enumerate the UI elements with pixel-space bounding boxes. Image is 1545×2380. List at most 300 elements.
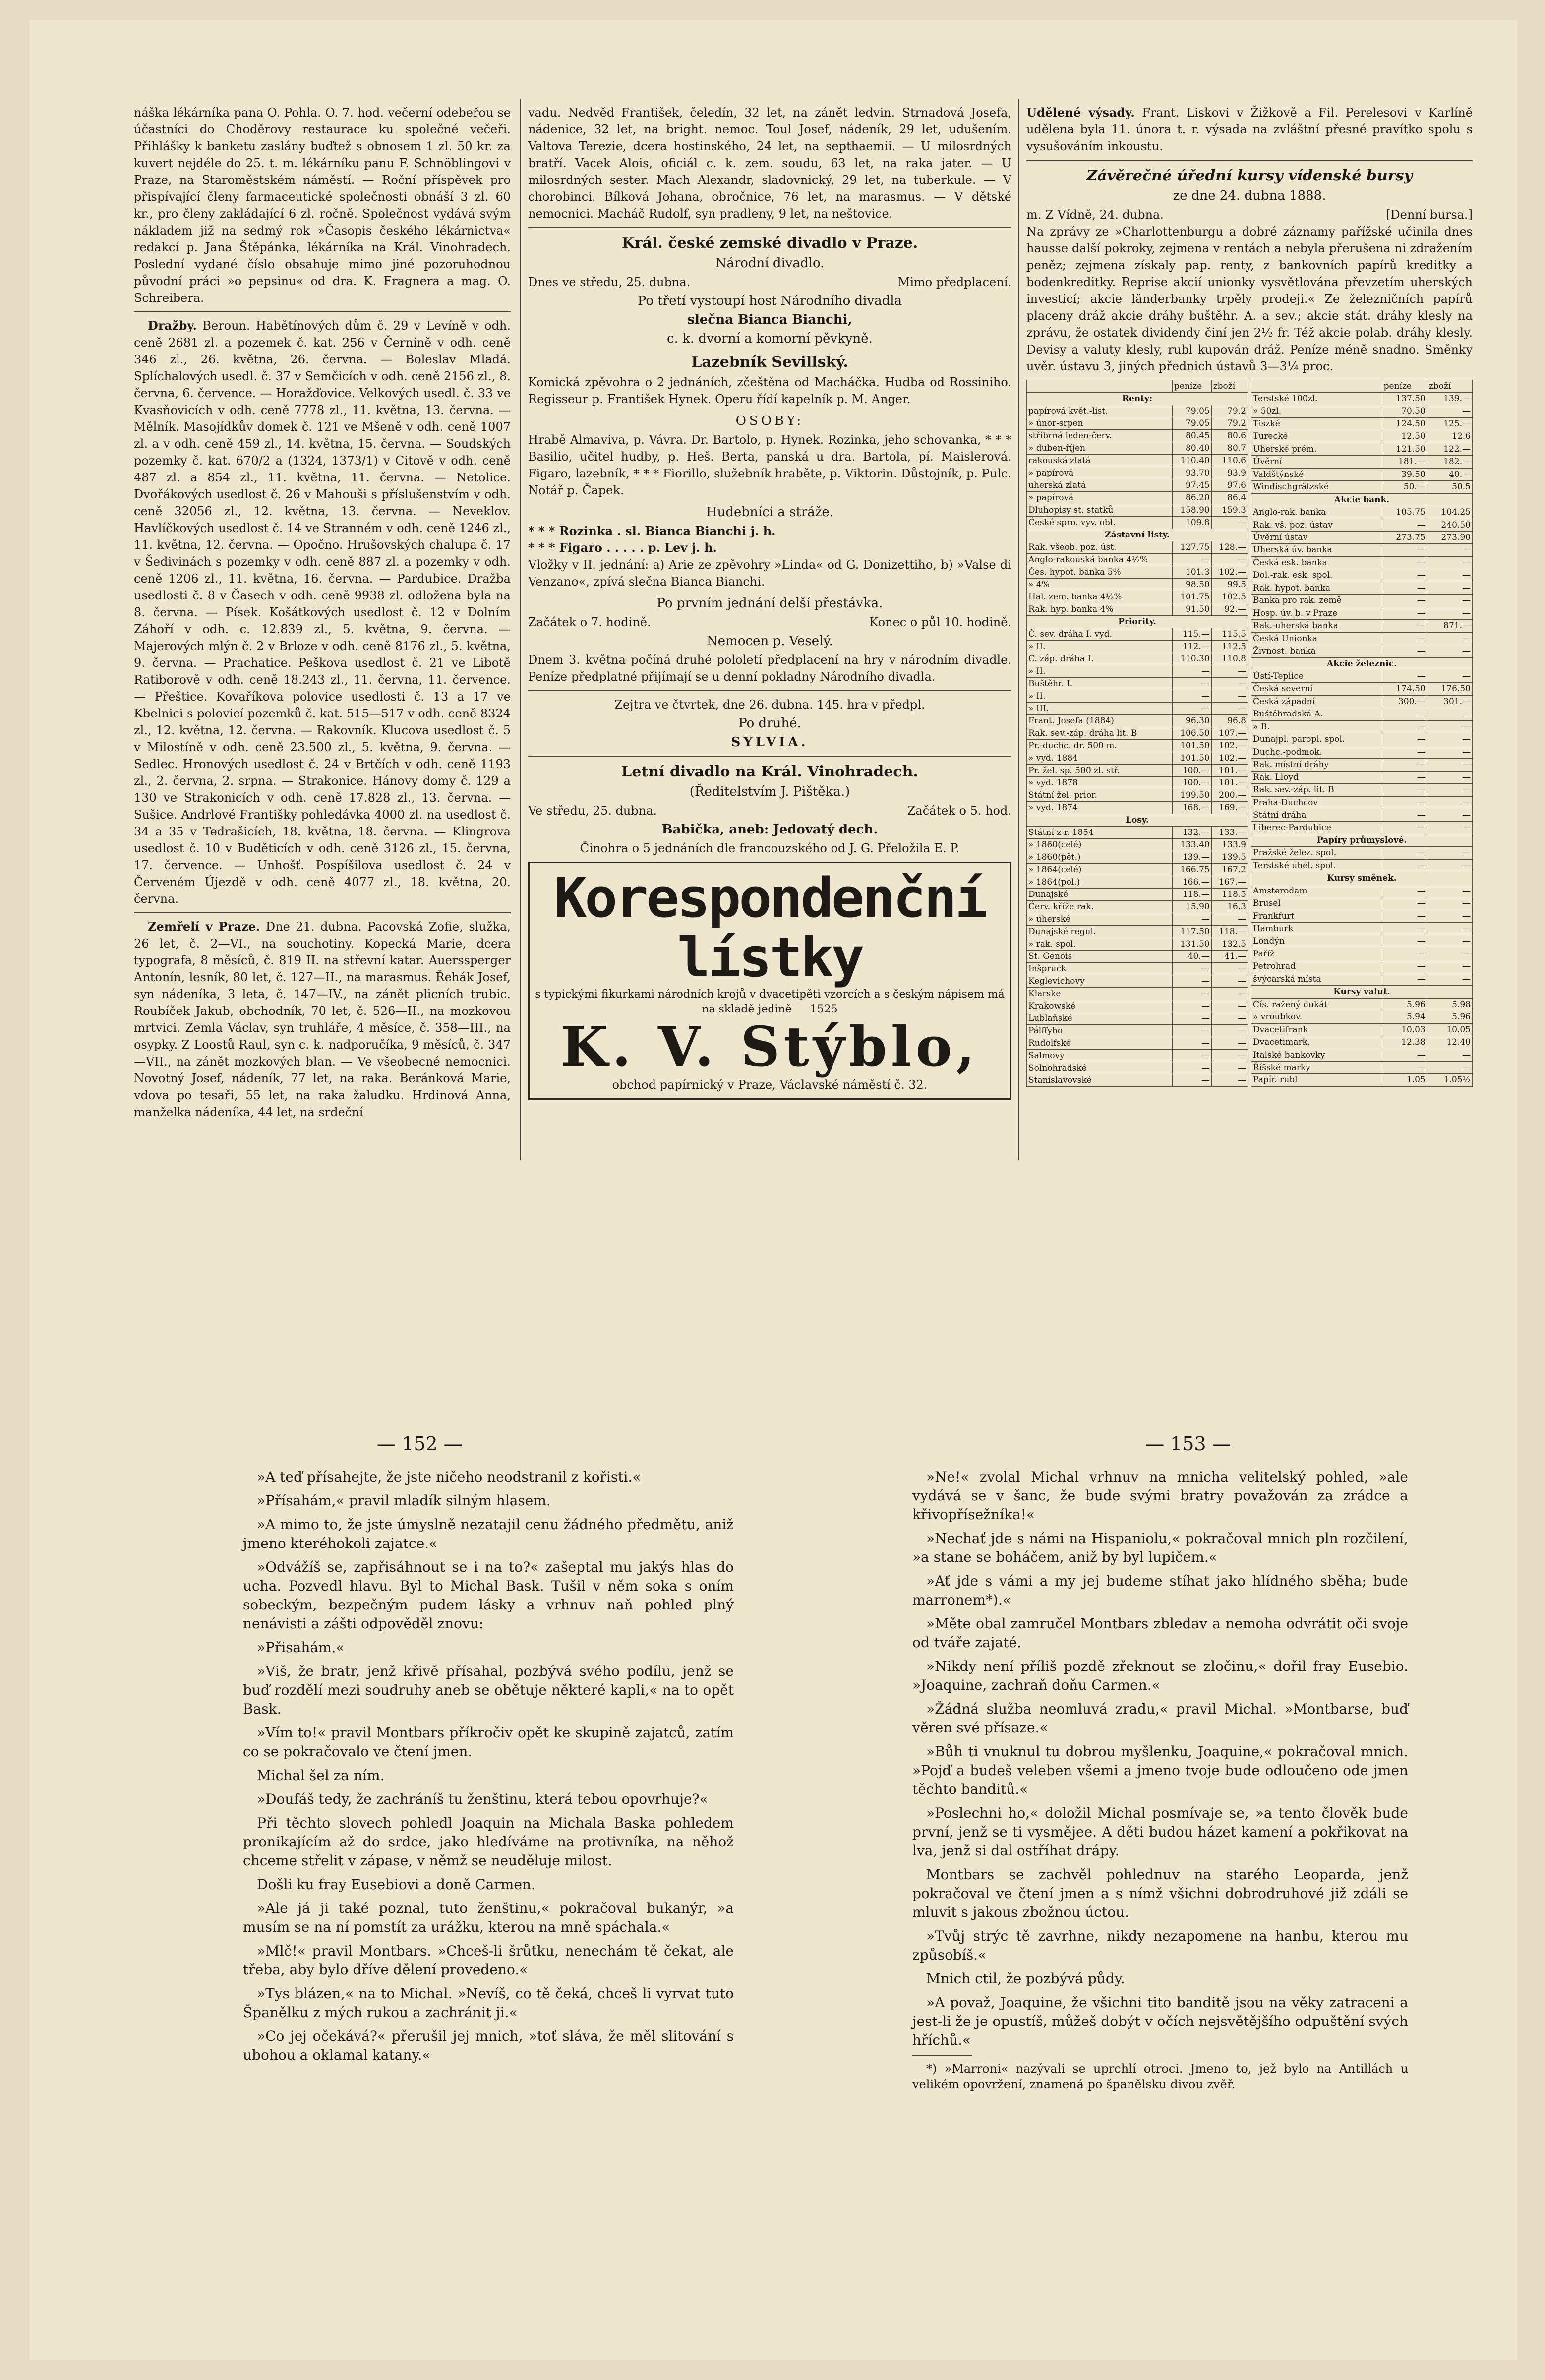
table-row [1027, 1025, 1248, 1037]
row-money: — [1382, 620, 1427, 632]
row-label: Rak. hyp. banka 4% [1027, 603, 1173, 616]
row-money: — [1172, 690, 1211, 703]
row-money: 168.— [1172, 802, 1211, 814]
row-goods: 92.— [1211, 603, 1248, 616]
row-money: 115.— [1172, 628, 1211, 641]
row-label: rakouská zlatá [1027, 455, 1173, 467]
row-goods: — [1211, 913, 1248, 926]
row-label: švýcarská místa [1251, 973, 1382, 985]
table-row [1251, 582, 1473, 594]
row-goods: — [1427, 960, 1472, 973]
row-goods: — [1211, 554, 1248, 566]
row-goods: — [1427, 645, 1472, 657]
row-money: — [1172, 1025, 1211, 1037]
page-number-left: — 152 — [377, 1433, 463, 1455]
table-row [1251, 468, 1473, 480]
row-goods: 167.2 [1211, 864, 1248, 876]
table-row [1027, 901, 1248, 913]
row-goods: — [1211, 1050, 1248, 1062]
row-label: » uherské [1027, 913, 1173, 926]
row-goods: 139.— [1427, 393, 1472, 405]
row-goods: — [1427, 405, 1472, 417]
row-goods: 128.— [1211, 541, 1248, 554]
row-money: 158.90 [1172, 504, 1211, 517]
summer-theatre-subtitle: (Ředitelstvím J. Pištěka.) [689, 784, 850, 799]
subscription-notice: Dnem 3. května počíná druhé pololetí předplacení na hry v národním divadle. Peníze předplatné přijímají se u denní pokladny Národního divadla. [528, 653, 1011, 684]
row-label: Duchc.-podmok. [1251, 746, 1382, 758]
play-desc: Činohra o 5 jednáních dle francouzského od J. G. Přeložila E. P. [580, 841, 960, 855]
table-row [1027, 951, 1248, 963]
story-paragraph: »Přisahám.« [257, 1639, 345, 1656]
row-label: Tiszké [1251, 417, 1382, 430]
row-label: » rak. spol. [1027, 938, 1173, 951]
row-label: Buštěhradská A. [1251, 708, 1382, 720]
cast-figaro: * * * Figaro . . . . . p. Lev j. h. [528, 540, 717, 555]
row-goods: — [1427, 885, 1472, 897]
theatre-title: Král. české zemské divadlo v Praze. [621, 235, 918, 252]
table-header-row [1251, 380, 1473, 393]
row-goods: 169.— [1211, 802, 1248, 814]
row-label: » B. [1251, 720, 1382, 733]
row-money: 137.50 [1382, 393, 1427, 405]
table-row [1251, 759, 1473, 771]
row-goods: — [1427, 632, 1472, 645]
table-row [1251, 822, 1473, 834]
table-row [1251, 519, 1473, 531]
table-row [1027, 963, 1248, 975]
row-money: — [1382, 897, 1427, 910]
row-goods: — [1427, 595, 1472, 607]
row-label: Frankfurt [1251, 910, 1382, 922]
patents-paragraph [1026, 104, 1473, 155]
row-money: 12.50 [1382, 430, 1427, 443]
table-body [1251, 393, 1473, 1087]
row-money: — [1172, 1012, 1211, 1025]
row-money: 133.40 [1172, 839, 1211, 851]
table-row [1251, 746, 1473, 758]
table-row [1027, 839, 1248, 851]
table-row [1027, 752, 1248, 765]
row-money: 79.05 [1172, 405, 1211, 417]
row-money: — [1382, 1062, 1427, 1074]
table-row [1027, 765, 1248, 777]
row-label: » 50zl. [1251, 405, 1382, 417]
table-row [1251, 620, 1473, 632]
row-goods: 1.05½ [1427, 1074, 1472, 1087]
row-money: 106.50 [1172, 727, 1211, 740]
story-paragraph: »Odvážíš se, zapřisáhnout se i na to?« zašeptal mu jakýs hlas do ucha. Pozvedl hlavu. Byl to Michal Bask. Tušil v něm soka s oním sobeckým, bezpečným pudem lásky a vrhnuv naň pohled plný nenávisti a zášti odpověděl znovu: [243, 1559, 734, 1632]
row-money: — [1382, 544, 1427, 556]
divider [1026, 160, 1473, 161]
row-money: — [1382, 923, 1427, 935]
row-money: 121.50 [1382, 443, 1427, 455]
table-row [1027, 864, 1248, 876]
row-label: Rak. vš. poz. ústav [1251, 519, 1382, 531]
table-row [1027, 504, 1248, 517]
row-money: — [1382, 960, 1427, 973]
theatre-guest: Po třetí vystoupí host Národního divadla [637, 294, 902, 308]
left-column [134, 104, 511, 1126]
row-label: Česká esk. banka [1251, 556, 1382, 569]
table-row [1251, 847, 1473, 859]
summer-theatre-title: Letní divadlo na Král. Vinohradech. [621, 763, 918, 780]
exchange-tables [1026, 380, 1473, 1087]
row-goods: — [1427, 759, 1472, 771]
row-label: Hal. zem. banka 4½% [1027, 591, 1173, 603]
row-label: Kursy směnek. [1251, 872, 1473, 885]
row-goods: — [1427, 809, 1472, 821]
row-goods: — [1427, 822, 1472, 834]
row-label: Rak.-uherská banka [1251, 620, 1382, 632]
table-row [1027, 616, 1248, 628]
table-row [1251, 1023, 1473, 1036]
table-row [1251, 531, 1473, 543]
story-paragraph: »Co jej očekává?« přerušil jej mnich, »toť sláva, že měl slitování s ubohou a oklamal katany.« [243, 2028, 734, 2063]
row-goods: 159.3 [1211, 504, 1248, 517]
row-goods: 12.6 [1427, 430, 1472, 443]
table-row [1027, 851, 1248, 864]
row-goods: 167.— [1211, 876, 1248, 889]
row-money: — [1382, 784, 1427, 796]
ad-headline: Korespondenční lístky [553, 866, 986, 989]
table-row [1251, 683, 1473, 695]
row-money: — [1172, 1000, 1211, 1012]
table-row [1027, 1074, 1248, 1087]
table-row [1027, 975, 1248, 988]
row-label: » 1860(celé) [1027, 839, 1173, 851]
row-money: 5.94 [1382, 1011, 1427, 1023]
row-label: Stanislavovské [1027, 1074, 1173, 1087]
row-money: — [1382, 859, 1427, 872]
row-label: stříbrná leden-červ. [1027, 430, 1173, 442]
table-row [1251, 393, 1473, 405]
row-goods: — [1211, 963, 1248, 975]
row-goods: 115.5 [1211, 628, 1248, 641]
row-label: Ústí-Teplice [1251, 670, 1382, 682]
row-money: 100.— [1172, 765, 1211, 777]
row-label: Rak. hypot. banka [1251, 582, 1382, 594]
row-money: 131.50 [1172, 938, 1211, 951]
row-money: 50.— [1382, 481, 1427, 493]
row-label: Červ. kříže rak. [1027, 901, 1173, 913]
table-header-money: peníze [1172, 380, 1211, 393]
row-label: Rak. Lloyd [1251, 771, 1382, 783]
row-goods: — [1211, 690, 1248, 703]
row-label: Salmovy [1027, 1050, 1173, 1062]
opera-description: Komická zpěvohra o 2 jednáních, zčeštěna od Macháčka. Hudba od Rossiniho. Regisseur p. František Hynek. Operu řídí kapelník p. M. Anger. [528, 375, 1011, 406]
cast-rozinka: * * * Rozinka . sl. Bianca Bianchi j. h. [528, 524, 776, 538]
row-money: 199.50 [1172, 789, 1211, 802]
story-left-column [243, 1468, 734, 2070]
row-label: Uherská úv. banka [1251, 544, 1382, 556]
table-row [1251, 935, 1473, 948]
story-paragraph: »Měte obal zamručel Montbars zbledav a nemoha odvrátit oči svoje od tváře zajaté. [912, 1615, 1408, 1651]
row-goods: — [1211, 975, 1248, 988]
table-row [1027, 938, 1248, 951]
page-number-right: — 153 — [1145, 1433, 1231, 1455]
table-row [1027, 492, 1248, 504]
row-goods: 273.90 [1427, 531, 1472, 543]
row-goods: 110.8 [1211, 653, 1248, 665]
row-money: — [1172, 1062, 1211, 1074]
theatre-subscription: Mimo předplacení. [897, 275, 1011, 289]
row-money: 100.— [1172, 777, 1211, 789]
row-goods: 200.— [1211, 789, 1248, 802]
row-label: Lublaňské [1027, 1012, 1173, 1025]
row-label: Č. záp. dráha I. [1027, 653, 1173, 665]
row-money: — [1382, 670, 1427, 682]
table-row [1027, 876, 1248, 889]
row-label: » II. [1027, 690, 1173, 703]
story-paragraph: »A teď přísahejte, že jste ničeho neodstranil z kořisti.« [257, 1469, 641, 1485]
table-row [1251, 657, 1473, 670]
theatre-date-row [528, 274, 1011, 291]
row-money: — [1382, 720, 1427, 733]
row-label: » II. [1027, 641, 1173, 653]
opera-title: Lazebník Sevillský. [691, 354, 848, 371]
row-label: Č. sev. dráha I. vyd. [1027, 628, 1173, 641]
theatre-subtitle: Národní divadlo. [715, 256, 825, 271]
row-label: Pr.-duchc. dr. 500 m. [1027, 740, 1173, 752]
row-goods: 97.6 [1211, 479, 1248, 492]
intermission: Po prvním jednání delší přestávka. [656, 596, 883, 611]
row-goods: — [1427, 1049, 1472, 1061]
table-row [1251, 556, 1473, 569]
table-row [1027, 1012, 1248, 1025]
row-money: — [1382, 556, 1427, 569]
row-money: 98.50 [1172, 579, 1211, 591]
row-label: Priority. [1027, 616, 1248, 628]
row-label: Rak. všeob. poz. úst. [1027, 541, 1173, 554]
table-body [1027, 393, 1248, 1087]
row-money: 117.50 [1172, 926, 1211, 938]
time-row [528, 614, 1011, 631]
table-row [1027, 653, 1248, 665]
table-row [1251, 872, 1473, 885]
table-row [1251, 960, 1473, 973]
story-paragraph: Mnich ctil, že pozbývá půdy. [926, 1970, 1125, 1987]
story-paragraph: »A mimo to, že jste úmyslně nezatajil cenu žádného předmětu, aniž jmeno kteréhokoli zajatce.« [243, 1516, 734, 1551]
row-goods: 102.5 [1211, 591, 1248, 603]
deaths-text: Dne 21. dubna. Pacovská Zofie, služka, 26 let, č. 2—VI., na souchotiny. Kopecká Marie, dcera typografa, 8 měsíců, č. 819 II. na střevní katar. Auerssperger Antonín, lesník, 80 let, č. 127—II., na marasmus. Řehák Josef, syn nádeníka, 3 leta, č. 147—IV., na zánět plicních trubic. Roubíček Jakub, obchodník, 70 let, č. 526—II., na mozkovou mrtvici. Zemla Václav, syn truhláře, 4 měsíce, č. 358—III., na osypky. Z Loostů Raul, syn c. k. nadporučíka, 9 měsíců, č. 347—VII., na zánět mozkových blan. — Ve všeobecné nemocnici. Novotný Josef, nádeník, 77 let, na raka. Beránková Marie, vdova po tesaři, 55 let, na raka žaludku. Hrdinová Anna, manželka nádeníka, 44 let, na srdeční [134, 920, 511, 1119]
row-goods: — [1427, 733, 1472, 746]
table-row [1251, 720, 1473, 733]
row-goods: 132.5 [1211, 938, 1248, 951]
row-money: 118.— [1172, 889, 1211, 901]
row-goods: 99.5 [1211, 579, 1248, 591]
row-goods: — [1427, 784, 1472, 796]
row-money: — [1382, 796, 1427, 809]
ad-text [535, 987, 1005, 1017]
row-label: Státní z r. 1854 [1027, 827, 1173, 839]
row-goods: — [1211, 1062, 1248, 1074]
row-money: — [1172, 975, 1211, 988]
auctions-title: Dražby. [148, 318, 197, 333]
exchange-dateline: m. Z Vídně, 24. dubna. [1026, 208, 1164, 222]
table-row [1251, 695, 1473, 708]
deaths-paragraph [134, 918, 511, 1121]
table-row [1027, 529, 1248, 541]
table-header-row [1027, 380, 1248, 393]
row-goods: 139.5 [1211, 851, 1248, 864]
row-label: Česká západní [1251, 695, 1382, 708]
story-paragraph: »Viš, že bratr, jenž křivě přísahal, pozbývá svého podílu, jenž se buď rozdělí mezi soudruhy aneb se obětuje některé kapli,« na to opět Bask. [243, 1663, 734, 1717]
row-label: Dvacetimark. [1251, 1036, 1382, 1049]
row-money: — [1382, 645, 1427, 657]
row-money: — [1382, 733, 1427, 746]
footnote-rule [912, 2055, 972, 2056]
row-money: — [1382, 935, 1427, 948]
table-row [1251, 569, 1473, 582]
table-row [1251, 1036, 1473, 1049]
table-row [1027, 628, 1248, 641]
row-money: — [1382, 746, 1427, 758]
row-label: Banka pro rak. země [1251, 595, 1382, 607]
row-goods: — [1427, 796, 1472, 809]
table-header-label [1251, 380, 1382, 393]
table-header-goods: zboží [1427, 380, 1472, 393]
row-goods: 96.8 [1211, 715, 1248, 727]
row-goods: 240.50 [1427, 519, 1472, 531]
story-paragraph: »Poslechni ho,« doložil Michal posmívaje se, »a tento člověk bude první, jenž se ti vysmějee. A děti budou házet kamení a pokřikovat na lva, jenž si dal ostříhat drápy. [912, 1805, 1408, 1859]
row-goods: 118.5 [1211, 889, 1248, 901]
row-money: — [1382, 771, 1427, 783]
row-money: 127.75 [1172, 541, 1211, 554]
row-label: Amsterodam [1251, 885, 1382, 897]
row-goods: — [1211, 1037, 1248, 1050]
row-goods: 301.— [1427, 695, 1472, 708]
row-goods: — [1427, 923, 1472, 935]
story-right-column [912, 1468, 1408, 2097]
table-row [1251, 1011, 1473, 1023]
row-label: Říšské marky [1251, 1062, 1382, 1074]
row-money: — [1382, 519, 1427, 531]
table-row [1027, 727, 1248, 740]
row-money: 70.50 [1382, 405, 1427, 417]
exchange-table-right [1251, 380, 1473, 1087]
table-row [1251, 973, 1473, 985]
row-goods: — [1427, 569, 1472, 582]
summer-theatre-date: Ve středu, 25. dubna. [528, 804, 657, 818]
story-paragraph: »Nikdy není příliš pozdě zřeknout se zločinu,« dořil fray Eusebio. »Joaquine, zachraň doňu Carmen.« [912, 1658, 1408, 1693]
play-title: Babička, aneb: Jedovatý dech. [661, 822, 878, 837]
auctions-text: Beroun. Habětínových dům č. 29 v Levíně v odh. ceně 2681 zl. a pozemek č. kat. 256 v Černíně v odh. ceně 346 zl., 26. května, 26. června. — Boleslav Mladá. Splíchalových usedl. č. 37 v Semčicích v odh. ceně 2156 zl., 8. června, 6. července. — Horažďovice. Velkových usedl. č. 33 ve Kvasňovicích v odh. ceně 7778 zl., 11. května, 13. června. — Mělník. Masojídkův domek č. 121 ve Mšeně v odh. ceně 1007 zl. a v odh. ceně 459 zl., 14. května, 15. června. — Soudských pozemky č. kat. 670/2 a (1324, 1373/1) v Citově v odh. ceně 487 zl. a 854 zl., 11. května, 11. června. — Netolice. Dvořákových usedlost č. 26 v Mahouši s příslušenstvím v odh. ceně 32056 zl., 12. května, 13. června. — Neveklov. Havlíčkových usedlost č. 14 ve Stranném v odh. ceně 1246 zl., 11. května, 12. června. — Opočno. Hrušovských chalupa č. 17 v Šedivinách s pozemky v odh. ceně 887 zl. a pozemky v odh. ceně 1206 zl., 11. května, 16. června. — Pardubice. Dražba usedlosti č. 8 v Časech v odh. ceně 9938 zl. odložena byla na 8. června. — Písek. Košátkových usedlost č. 12 v Dolním Záhoří v odh. c. 12.839 zl., 5. května, 9. června. — Majerových mlýn č. 2 v Brloze v odh. ceně 8176 zl., 5. května, 9. června. — Prachatice. Peškova usedlost č. 21 ve Libotě Ratiborově v odh. ceně 18.243 zl., 11. června, 11. července. — Přeštice. Kovaříkova polovice usedlosti č. 13 a 17 ve Kbelnici s polovicí pozemků č. kat. 515—517 v odh. ceně 8324 zl., 12. května, 12. června. — Rakovník. Klucova usedlost č. 5 v Milostíně v odh. ceně 23.500 zl., 5. května, 9. června. — Sedlec. Hronových usedlost č. 24 v Brtčích v odh. ceně 1193 zl., 2. června, 2. srpna. — Strakonice. Hánovy domy č. 129 a 130 ve Strakonicích v odh. ceně 17.828 zl., 13. června. — Sušice. Andrlové Františky pohledávka 4000 zl. na usedlost č. 34 a 35 v Tedrašicích, 18. května, 18. června. — Klingrova usedlost č. 10 v Buděticích v odh. ceně 3126 zl., 15. června, 17. července. — Unhošť. Pospíšilova usedlost č. 24 v Červeném Újezdě v odh. ceně 4077 zl., 18. května, 20. června. [134, 319, 511, 906]
row-goods: — [1427, 708, 1472, 720]
table-row [1251, 897, 1473, 910]
row-label: Praha-Duchcov [1251, 796, 1382, 809]
row-label: Rak. místní dráhy [1251, 759, 1382, 771]
row-label: Pálffyho [1027, 1025, 1173, 1037]
deaths-title: Zemřelí v Praze. [148, 919, 260, 934]
table-row [1027, 579, 1248, 591]
row-money: — [1382, 759, 1427, 771]
row-goods: 133.— [1211, 827, 1248, 839]
row-label: Cís. ražený dukát [1251, 998, 1382, 1011]
table-row [1027, 715, 1248, 727]
exchange-header-row [1026, 206, 1473, 223]
row-label: Rudolfské [1027, 1037, 1173, 1050]
story-paragraph: »Nechať jde s námi na Hispaniolu,« pokračoval mnich pln rozčilení, »a stane se boháčem, aniž by byl lupičem.« [912, 1530, 1408, 1565]
row-label: uherská zlatá [1027, 479, 1173, 492]
row-money: — [1172, 1074, 1211, 1087]
table-row [1251, 670, 1473, 682]
patents-text: Frant. Liskovi v Žižkově a Fil. Perelesovi v Karlíně udělena byla 11. února t. r. výsada na zvláštní přesné pravítko spolu s vysušováním inkoustu. [1026, 106, 1473, 153]
row-money: 93.70 [1172, 467, 1211, 479]
row-goods: — [1427, 1062, 1472, 1074]
row-money: — [1382, 948, 1427, 960]
row-money: — [1382, 582, 1427, 594]
table-row [1027, 566, 1248, 579]
row-goods: — [1427, 746, 1472, 758]
row-label: Pražské želez. spol. [1251, 847, 1382, 859]
table-row [1027, 541, 1248, 554]
row-goods: — [1427, 897, 1472, 910]
row-label: Petrohrad [1251, 960, 1382, 973]
divider [134, 912, 511, 913]
row-label: Úvěrní ústav [1251, 531, 1382, 543]
row-money: — [1382, 1049, 1427, 1061]
row-goods: 5.96 [1427, 1011, 1472, 1023]
row-goods: 122.— [1427, 443, 1472, 455]
row-money: 112.— [1172, 641, 1211, 653]
table-header-goods: zboží [1211, 380, 1248, 393]
row-goods: 133.9 [1211, 839, 1248, 851]
row-money: 174.50 [1382, 683, 1427, 695]
row-label: » 1864(celé) [1027, 864, 1173, 876]
story-paragraph: »A považ, Joaquine, že všichni tito banditě jsou na věky zatraceni a jest-li že je opustíš, můžeš dobýt v očích nejsvětějšího odpuštění svých hříchů.« [912, 1994, 1408, 2048]
ad-address: obchod papírnický v Praze, Václavské náměstí č. 32. [612, 1078, 928, 1092]
exchange-date: ze dne 24. dubna 1888. [1173, 188, 1326, 203]
story-paragraph: »Žádná služba neomluvá zradu,« pravil Michal. »Montbarse, buď věren své přísaze.« [912, 1701, 1408, 1736]
cast-list: Hrabě Almaviva, p. Vávra. Dr. Bartolo, p. Hynek. Rozinka, jeho schovanka, * * * Basilio, učitel hudby, p. Heš. Berta, panská u dra. Bartola, pí. Maislerová. Figaro, lazebník, * * * Fiorillo, služebník hraběte, p. Viktorin. Důstojník, p. Pulc. Notář p. Čapek. [528, 433, 1011, 497]
story-paragraph: »Ale já ji také poznal, tuto ženštinu,« pokračoval bukanýr, »a musím se na ní pomstít za urážku, kterou na mně spáchala.« [243, 1900, 734, 1935]
row-money: 86.20 [1172, 492, 1211, 504]
theatre-singer-title: c. k. dvorní a komorní pěvkyně. [667, 331, 873, 346]
table-row [1251, 544, 1473, 556]
table-row [1251, 632, 1473, 645]
row-money: — [1172, 554, 1211, 566]
table-row [1251, 885, 1473, 897]
table-row [1251, 771, 1473, 783]
theatre-date: Dnes ve středu, 25. dubna. [528, 275, 691, 289]
row-money: 5.96 [1382, 998, 1427, 1011]
table-row [1251, 443, 1473, 455]
row-money: — [1382, 708, 1427, 720]
row-label: Valdštýnské [1251, 468, 1382, 480]
table-row [1251, 910, 1473, 922]
row-label: » papírová [1027, 467, 1173, 479]
auctions-paragraph [134, 317, 511, 907]
row-label: Solnohradské [1027, 1062, 1173, 1074]
row-goods: 16.3 [1211, 901, 1248, 913]
story-paragraph: Došli ku fray Eusebiovi a doně Carmen. [257, 1876, 535, 1893]
table-row [1027, 442, 1248, 455]
story-paragraph: »Ne!« zvolal Michal vrhnuv na mnicha velitelský pohled, »ale vydává se v šanc, že bude svými bratry považován za zrádce a křivopřísežníka!« [912, 1469, 1408, 1523]
story-paragraph: »Tvůj strýc tě zavrhne, nikdy nezapomene na hanbu, kterou mu způsobíš.« [912, 1928, 1408, 1963]
table-row [1027, 591, 1248, 603]
row-label: » duben-říjen [1027, 442, 1173, 455]
table-row [1251, 1062, 1473, 1074]
table-row [1251, 733, 1473, 746]
row-label: Úvěrní [1251, 456, 1382, 468]
table-row [1251, 948, 1473, 960]
row-goods: 41.— [1211, 951, 1248, 963]
row-money: 101.75 [1172, 591, 1211, 603]
table-row [1027, 479, 1248, 492]
table-row [1027, 926, 1248, 938]
table-row [1251, 1049, 1473, 1061]
exchange-table-left [1026, 380, 1248, 1087]
